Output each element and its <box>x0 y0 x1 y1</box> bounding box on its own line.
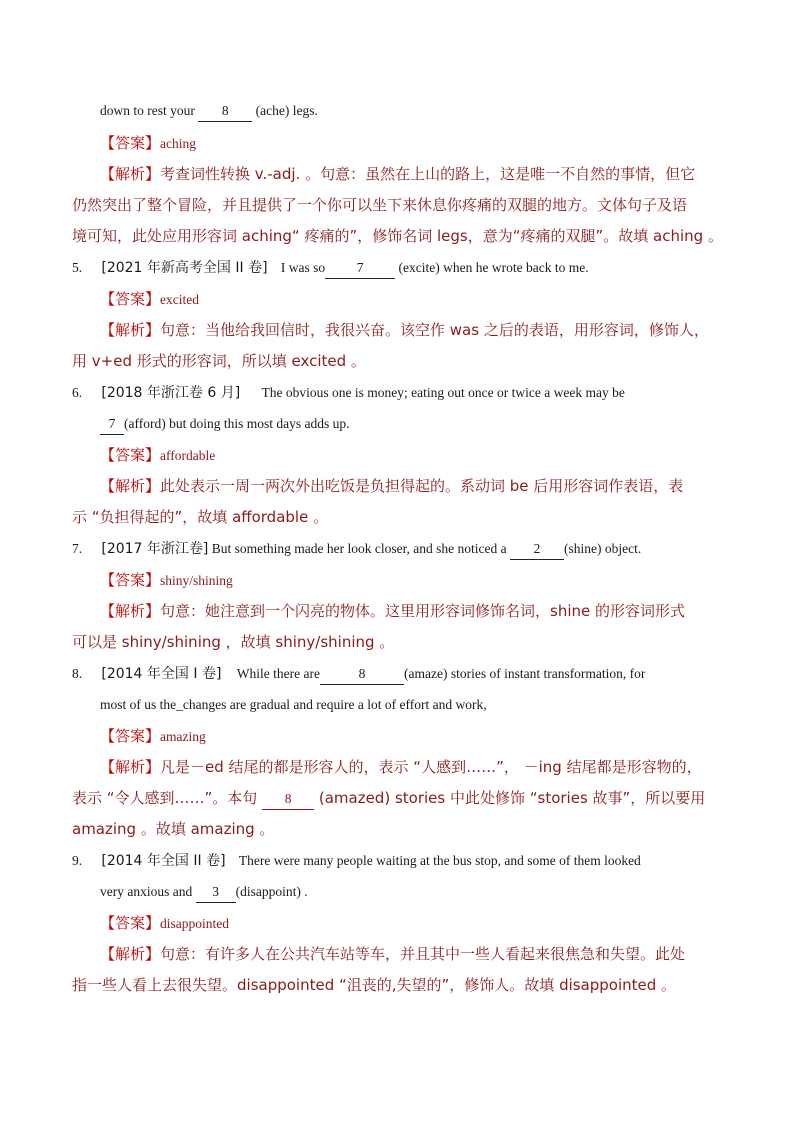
explanation-line: 境可知，此处应用形容词 aching“ 疼痛的”，修饰名词 legs，意为“疼痛的双腿”。故填 aching 。 <box>72 227 723 245</box>
explanation-label: 【解析】 <box>100 758 161 776</box>
question-text: (disappoint) . <box>235 884 308 899</box>
answer-label: 【答案】 <box>100 571 161 589</box>
question-7 <box>72 539 641 560</box>
answer-row <box>100 445 215 466</box>
answer-value: affordable <box>160 448 216 463</box>
explanation-text: 句意：有许多人在公共汽车站等车，并且其中一些人看起来很焦急和失望。此处 <box>160 945 686 963</box>
question-source: [2021 年新高考全国 II 卷] <box>101 260 268 276</box>
answer-value: aching <box>160 136 197 151</box>
question-source: [2018 年浙江卷 6 月] <box>101 385 241 401</box>
question-5 <box>72 258 589 279</box>
answer-row <box>100 726 206 747</box>
explanation-text: 此处表示一周一两次外出吃饭是负担得起的。系动词 be 后用形容词作表语，表 <box>160 477 684 495</box>
explanation-line: 示 “负担得起的”，故填 affordable 。 <box>72 508 329 526</box>
blank-number: 8 <box>320 664 404 685</box>
question-text: I was so <box>280 260 326 275</box>
explanation-text: 句意：她注意到一个闪亮的物体。这里用形容词修饰名词，shine 的形容词形式 <box>160 602 686 620</box>
question-8-line2: most of us the_changes are gradual and require a lot of effort and work, <box>100 697 487 712</box>
blank-number: 8 <box>198 101 252 122</box>
question-text: (ache) legs. <box>252 103 318 118</box>
question-source: [2014 年全国 II 卷] <box>101 853 226 869</box>
question-number: 7. <box>72 541 83 556</box>
question-text: The obvious one is money; eating out once or twice a week may be <box>261 385 625 400</box>
explanation-line: 可以是 shiny/shining ，故填 shiny/shining 。 <box>72 633 395 651</box>
explanation-label: 【解析】 <box>100 321 161 339</box>
explanation-label: 【解析】 <box>100 477 161 495</box>
explanation-line <box>100 320 709 341</box>
question-text-continued <box>100 101 318 122</box>
answer-label: 【答案】 <box>100 290 161 308</box>
blank-number: 8 <box>262 789 314 810</box>
answer-label: 【答案】 <box>100 134 161 152</box>
explanation-text: 凡是－ed 结尾的都是形容人的，表示 “人感到……”， －ing 结尾都是形容物的， <box>160 758 702 776</box>
explanation-line: 仍然突出了整个冒险，并且提供了一个你可以坐下来休息你疼痛的双腿的地方。文体句子及语 <box>72 196 688 214</box>
explanation-label: 【解析】 <box>100 602 161 620</box>
question-number: 8. <box>72 666 83 681</box>
question-9 <box>72 851 641 871</box>
question-text: (shine) object. <box>564 541 642 556</box>
explanation-line: 指一些人看上去很失望。disappointed “沮丧的,失望的”，修饰人。故填 disappointed 。 <box>72 976 677 994</box>
question-text: But something made her look closer, and she noticed a <box>211 541 511 556</box>
explanation-line <box>100 944 685 965</box>
question-text: down to rest your <box>100 103 199 118</box>
question-text: There were many people waiting at the bus stop, and some of them looked <box>238 853 641 868</box>
explanation-line <box>100 476 683 497</box>
answer-row <box>100 289 199 310</box>
explanation-line <box>72 788 705 810</box>
answer-label: 【答案】 <box>100 914 161 932</box>
blank-number: 3 <box>196 882 236 903</box>
answer-value: excited <box>160 292 199 307</box>
explanation-line <box>100 164 695 185</box>
answer-value: disappointed <box>160 916 230 931</box>
question-6 <box>72 383 625 403</box>
blank-number: 7 <box>325 258 395 279</box>
answer-row <box>100 570 233 591</box>
blank-number: 7 <box>100 414 124 435</box>
question-number: 5. <box>72 260 83 275</box>
question-8 <box>72 664 645 685</box>
explanation-text: 句意：当他给我回信时，我很兴奋。该空作 was 之后的表语，用形容词，修饰人， <box>160 321 709 339</box>
question-source: [2017 年浙江卷] <box>101 541 209 557</box>
explanation-line <box>100 757 702 778</box>
question-number: 9. <box>72 853 83 868</box>
answer-label: 【答案】 <box>100 446 161 464</box>
explanation-label: 【解析】 <box>100 165 161 183</box>
question-6-line2 <box>100 414 349 435</box>
answer-row <box>100 913 229 934</box>
question-source: [2014 年全国 I 卷] <box>101 666 222 682</box>
answer-label: 【答案】 <box>100 727 161 745</box>
explanation-line <box>100 601 685 622</box>
answer-row <box>100 133 196 154</box>
explanation-text: 考查词性转换 v.-adj. 。句意：虽然在上山的路上，这是唯一不自然的事情，但它 <box>160 165 696 183</box>
question-9-line2 <box>100 882 308 903</box>
question-text: (excite) when he wrote back to me. <box>395 260 589 275</box>
answer-value: shiny/shining <box>160 573 233 588</box>
explanation-label: 【解析】 <box>100 945 161 963</box>
explanation-text: 表示 “令人感到……”。本句 <box>72 789 263 807</box>
explanation-line: 用 v+ed 形式的形容词，所以填 excited 。 <box>72 352 366 370</box>
question-text: (afford) but doing this most days adds up. <box>124 416 350 431</box>
question-text: While there are <box>236 666 320 681</box>
answer-value: amazing <box>160 729 206 744</box>
explanation-line: amazing 。故填 amazing 。 <box>72 820 275 838</box>
explanation-text: (amazed) stories 中此处修饰 “stories 故事”，所以要用 <box>314 789 706 807</box>
question-number: 6. <box>72 385 83 400</box>
question-text: very anxious and <box>100 884 196 899</box>
question-text: (amaze) stories of instant transformation, for <box>404 666 646 681</box>
blank-number: 2 <box>510 539 564 560</box>
